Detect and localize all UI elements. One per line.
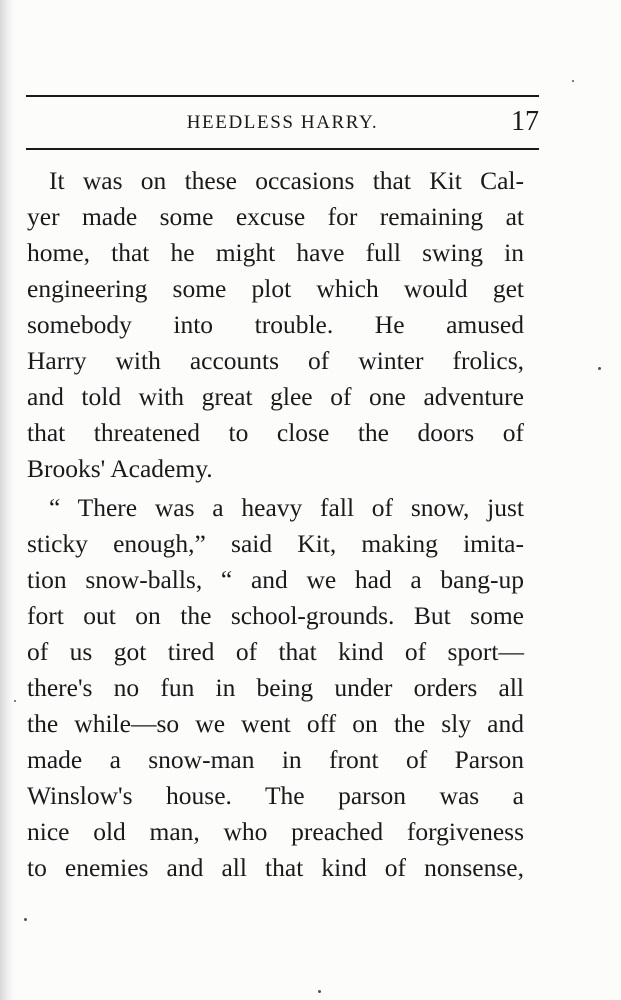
- text-line: engineering some plot which would get: [27, 274, 524, 303]
- text-line: nice old man, who preached forgiveness: [27, 817, 524, 846]
- text-line: yer made some excuse for remaining at: [27, 202, 524, 231]
- body-text: [27, 163, 524, 886]
- text-line: Brooks' Academy.: [27, 454, 213, 483]
- text-line: tion snow-balls, “ and we had a bang-up: [27, 565, 524, 594]
- text-line: Winslow's house. The parson was a: [27, 781, 524, 810]
- print-speck: [318, 990, 321, 993]
- page-number: 17: [511, 106, 539, 137]
- running-head: [26, 107, 539, 141]
- text-line: fort out on the school-grounds. But some: [27, 601, 524, 630]
- text-line: sticky enough,” said Kit, making imita-: [27, 529, 524, 558]
- text-line: Harry with accounts of winter frolics,: [27, 346, 524, 375]
- text-line: somebody into trouble. He amused: [27, 310, 524, 339]
- text-line: “ There was a heavy fall of snow, just: [49, 493, 524, 522]
- print-speck: [572, 80, 574, 82]
- text-line: to enemies and all that kind of nonsense,: [27, 853, 524, 882]
- text-line: that threatened to close the doors of: [27, 418, 524, 447]
- header-rule-bottom: [26, 148, 539, 150]
- text-line: home, that he might have full swing in: [27, 238, 524, 267]
- text-line: the while—so we went off on the sly and: [27, 709, 524, 738]
- text-line: made a snow-man in front of Parson: [27, 745, 524, 774]
- running-title: HEEDLESS HARRY.: [186, 112, 379, 133]
- text-line: It was on these occasions that Kit Cal-: [49, 166, 524, 195]
- text-line: of us got tired of that kind of sport—: [27, 637, 524, 666]
- print-speck: [24, 918, 27, 921]
- header-rule-top: [26, 95, 539, 97]
- gutter-shadow: [0, 0, 14, 1000]
- print-speck: [598, 367, 601, 370]
- text-line: and told with great glee of one adventure: [27, 382, 524, 411]
- print-speck: [14, 700, 16, 702]
- text-line: there's no fun in being under orders all: [27, 673, 524, 702]
